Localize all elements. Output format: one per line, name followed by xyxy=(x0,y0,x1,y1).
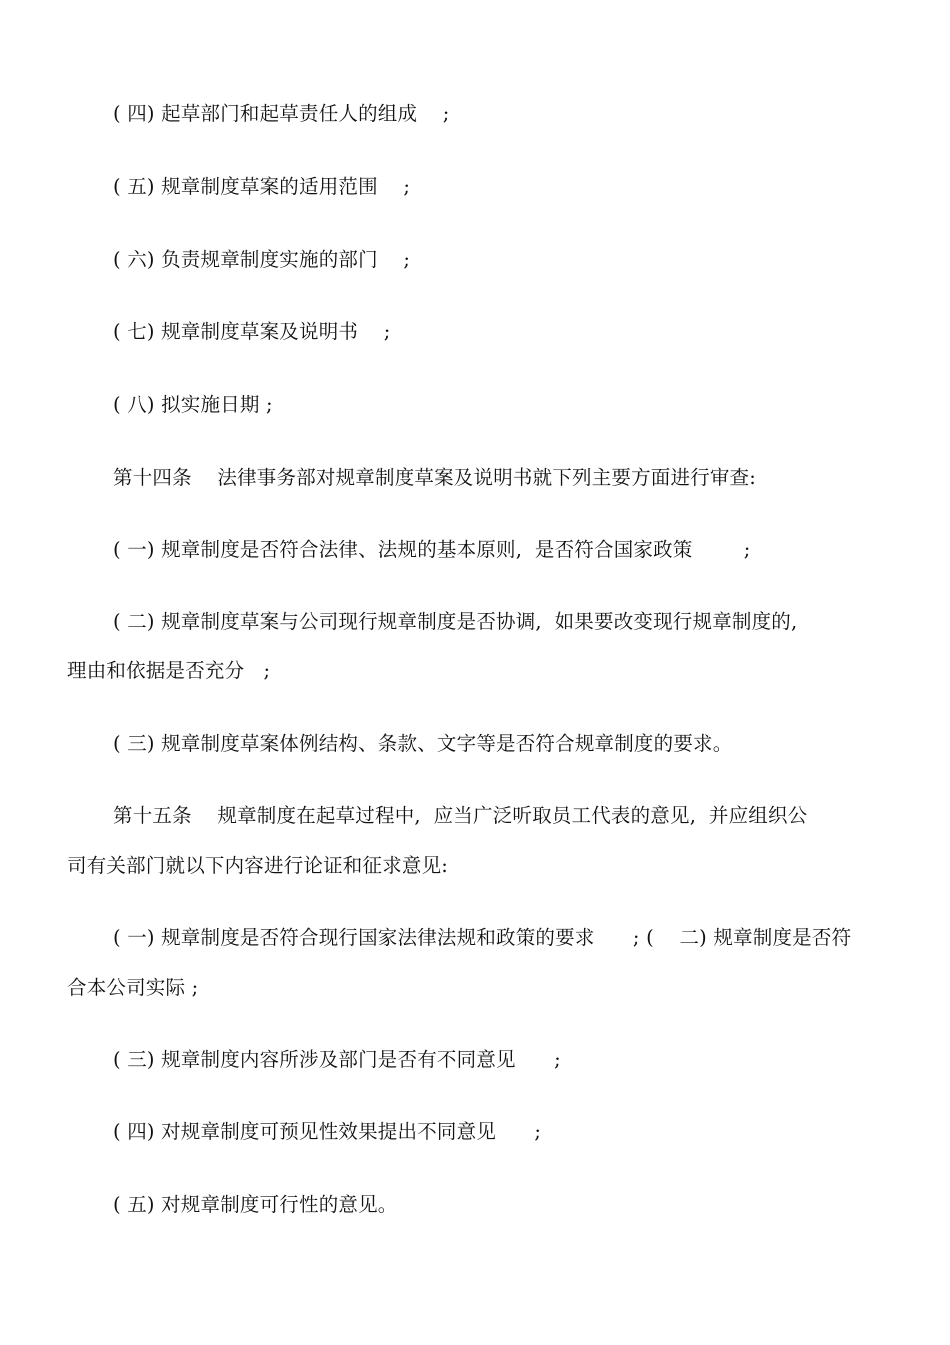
article-15-item-5: ( 五) 对规章制度可行性的意见。 xyxy=(113,1193,398,1216)
article-15-heading: 第十五条 规章制度在起草过程中, 应当广泛听取员工代表的意见, 并应组织公 xyxy=(113,804,808,827)
article-15-item-4: ( 四) 对规章制度可预见性效果提出不同意见 ; xyxy=(113,1120,542,1143)
article-14-item-2: ( 二) 规章制度草案与公司现行规章制度是否协调, 如果要改变现行规章制度的, xyxy=(113,610,798,633)
article-14-item-3: ( 三) 规章制度草案体例结构、条款、文字等是否符合规章制度的要求。 xyxy=(113,732,733,755)
clause-7-draft-and-notes: ( 七) 规章制度草案及说明书 ; xyxy=(113,320,391,343)
article-15-item-2-cont: 合本公司实际 ; xyxy=(67,976,199,999)
clause-4-drafting-dept: ( 四) 起草部门和起草责任人的组成 ; xyxy=(113,102,450,125)
article-15-items-1-2: ( 一) 规章制度是否符合现行国家法律法规和政策的要求 ; ( 二) 规章制度是否符 xyxy=(113,926,852,949)
article-14-item-2-cont: 理由和依据是否充分 ; xyxy=(67,659,271,682)
clause-6-responsible-dept: ( 六) 负责规章制度实施的部门 ; xyxy=(113,248,411,271)
clause-5-scope: ( 五) 规章制度草案的适用范围 ; xyxy=(113,175,411,198)
clause-8-effective-date: ( 八) 拟实施日期 ; xyxy=(113,393,273,416)
article-14-item-1: ( 一) 规章制度是否符合法律、法规的基本原则, 是否符合国家政策 ; xyxy=(113,538,751,561)
article-15-heading-cont: 司有关部门就以下内容进行论证和征求意见: xyxy=(67,854,449,877)
article-14-heading: 第十四条 法律事务部对规章制度草案及说明书就下列主要方面进行审查: xyxy=(113,466,757,489)
article-15-item-3: ( 三) 规章制度内容所涉及部门是否有不同意见 ; xyxy=(113,1048,561,1071)
